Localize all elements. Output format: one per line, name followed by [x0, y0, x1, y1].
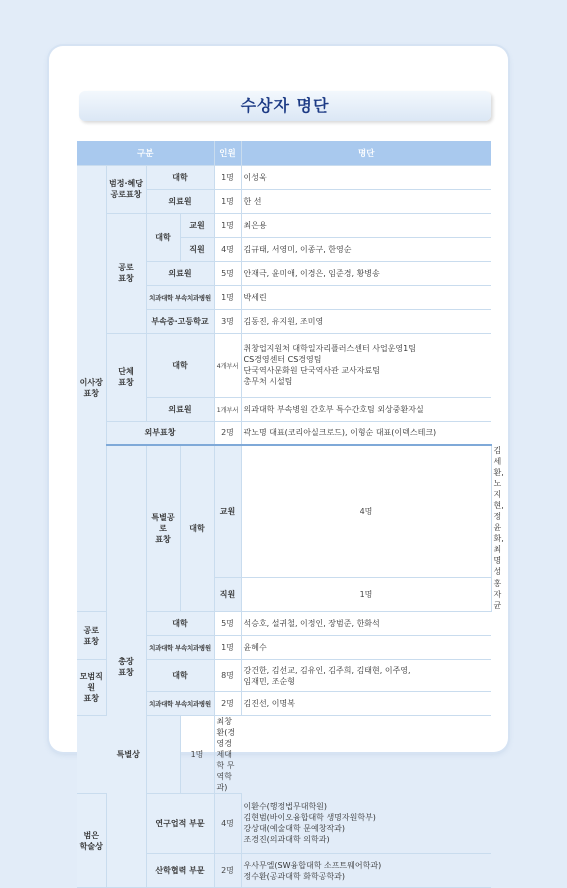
group-label-chairman: 이사장 표창 [77, 165, 106, 612]
row-count: 1명 [180, 716, 214, 794]
row-category: 특별상 [77, 716, 180, 794]
row-category: 대학 [146, 612, 214, 636]
row-names: 석승호, 설귀철, 이정인, 장범준, 한화석 [241, 612, 491, 636]
row-count: 1명 [241, 578, 491, 612]
row-category: 의료원 [146, 189, 214, 213]
row-count: 2명 [214, 854, 241, 888]
row-count: 4명 [214, 237, 241, 261]
row-count: 8명 [214, 660, 241, 692]
row-category: 대학 [146, 165, 214, 189]
awardee-table [77, 141, 491, 888]
row-category: 의료원 [146, 397, 214, 421]
subgroup-label: 공로 표창 [77, 612, 106, 660]
subgroup-label: 범은 학술상 [77, 794, 106, 888]
row-count: 1명 [214, 189, 241, 213]
header-category: 구분 [77, 141, 214, 165]
row-count: 1명 [214, 636, 241, 660]
subgroup-label: 단체 표창 [106, 333, 146, 421]
row-names: 취창업지원처 대학일자리플러스센터 사업운영1팀 CS경영센터 CS경영팀 단국역사문화원 단국역사관 교사자료팀 총무처 시설팀 [241, 333, 491, 397]
row-count: 1개부서 [214, 397, 241, 421]
row-names: 곽노명 대표(코리아실크로드), 이형순 대표(이덱스테크) [241, 421, 491, 445]
header-names: 명단 [241, 141, 491, 165]
row-names: 최은용 [241, 213, 491, 237]
row-category: 부속중·고등학교 [146, 309, 214, 333]
row-count: 2명 [214, 421, 241, 445]
row-names: 최창환(경영경제대학 무역학과) [214, 716, 241, 794]
row-names: 박세린 [241, 285, 491, 309]
row-count: 1명 [214, 213, 241, 237]
page-title: 수상자 명단 [240, 96, 330, 115]
row-category: 의료원 [146, 261, 214, 285]
row-category: 치과대학 부속치과병원 [146, 636, 214, 660]
row-count: 5명 [214, 612, 241, 636]
row-count: 4개부서 [214, 333, 241, 397]
row-category: 대학 [146, 660, 214, 692]
row-names: 안재극, 윤미애, 이경은, 임준경, 황병송 [241, 261, 491, 285]
row-category: 산학협력 부문 [146, 854, 214, 888]
subgroup-label: 모범직원 표창 [77, 660, 106, 716]
row-names: 김동진, 유지원, 조미영 [241, 309, 491, 333]
row-count: 1명 [214, 165, 241, 189]
row-names: 강건한, 김선교, 김유인, 김주희, 김태현, 이주영, 임재민, 조순형 [241, 660, 491, 692]
row-category: 대학 [180, 445, 214, 612]
row-subcategory: 직원 [214, 578, 241, 612]
row-names: 우사무엘(SW융합대학 소프트웨어학과) 정수환(공과대학 화학공학과) [241, 854, 491, 888]
row-category: 대학 [146, 333, 214, 397]
row-count: 5명 [214, 261, 241, 285]
row-subcategory: 교원 [180, 213, 214, 237]
row-count: 4명 [214, 794, 241, 854]
row-names: 이성욱 [241, 165, 491, 189]
row-category: 치과대학 부속치과병원 [146, 285, 214, 309]
row-subcategory: 직원 [180, 237, 214, 261]
row-names: 이환수(행정법무대학원) 김현범(바이오융합대학 생명자원학부) 강상대(예술대학 문예창작과) 조경진(의과대학 의학과) [241, 794, 491, 854]
row-count: 4명 [241, 445, 491, 578]
row-count: 2명 [214, 692, 241, 716]
row-names: 의과대학 부속병원 간호부 특수간호팀 외상중환자실 [241, 397, 491, 421]
row-names: 김진선, 이명복 [241, 692, 491, 716]
row-category: 대학 [146, 213, 180, 261]
header-count: 인원 [214, 141, 241, 165]
subgroup-label: 특별공로 표창 [146, 445, 180, 612]
row-category: 외부표창 [106, 421, 214, 445]
row-count: 3명 [214, 309, 241, 333]
group-label-president: 총장 표창 [106, 445, 146, 888]
row-names: 김규태, 서영미, 이종구, 한영순 [241, 237, 491, 261]
row-subcategory: 교원 [214, 445, 241, 578]
row-count: 1명 [214, 285, 241, 309]
title-bar [79, 91, 491, 121]
row-category: 치과대학 부속치과병원 [146, 692, 214, 716]
row-names: 한 선 [241, 189, 491, 213]
row-category: 연구업적 부문 [146, 794, 214, 854]
subgroup-label: 범정·혜당 공로표창 [106, 165, 146, 213]
subgroup-label: 공로 표창 [106, 213, 146, 333]
row-names: 윤혜수 [241, 636, 491, 660]
